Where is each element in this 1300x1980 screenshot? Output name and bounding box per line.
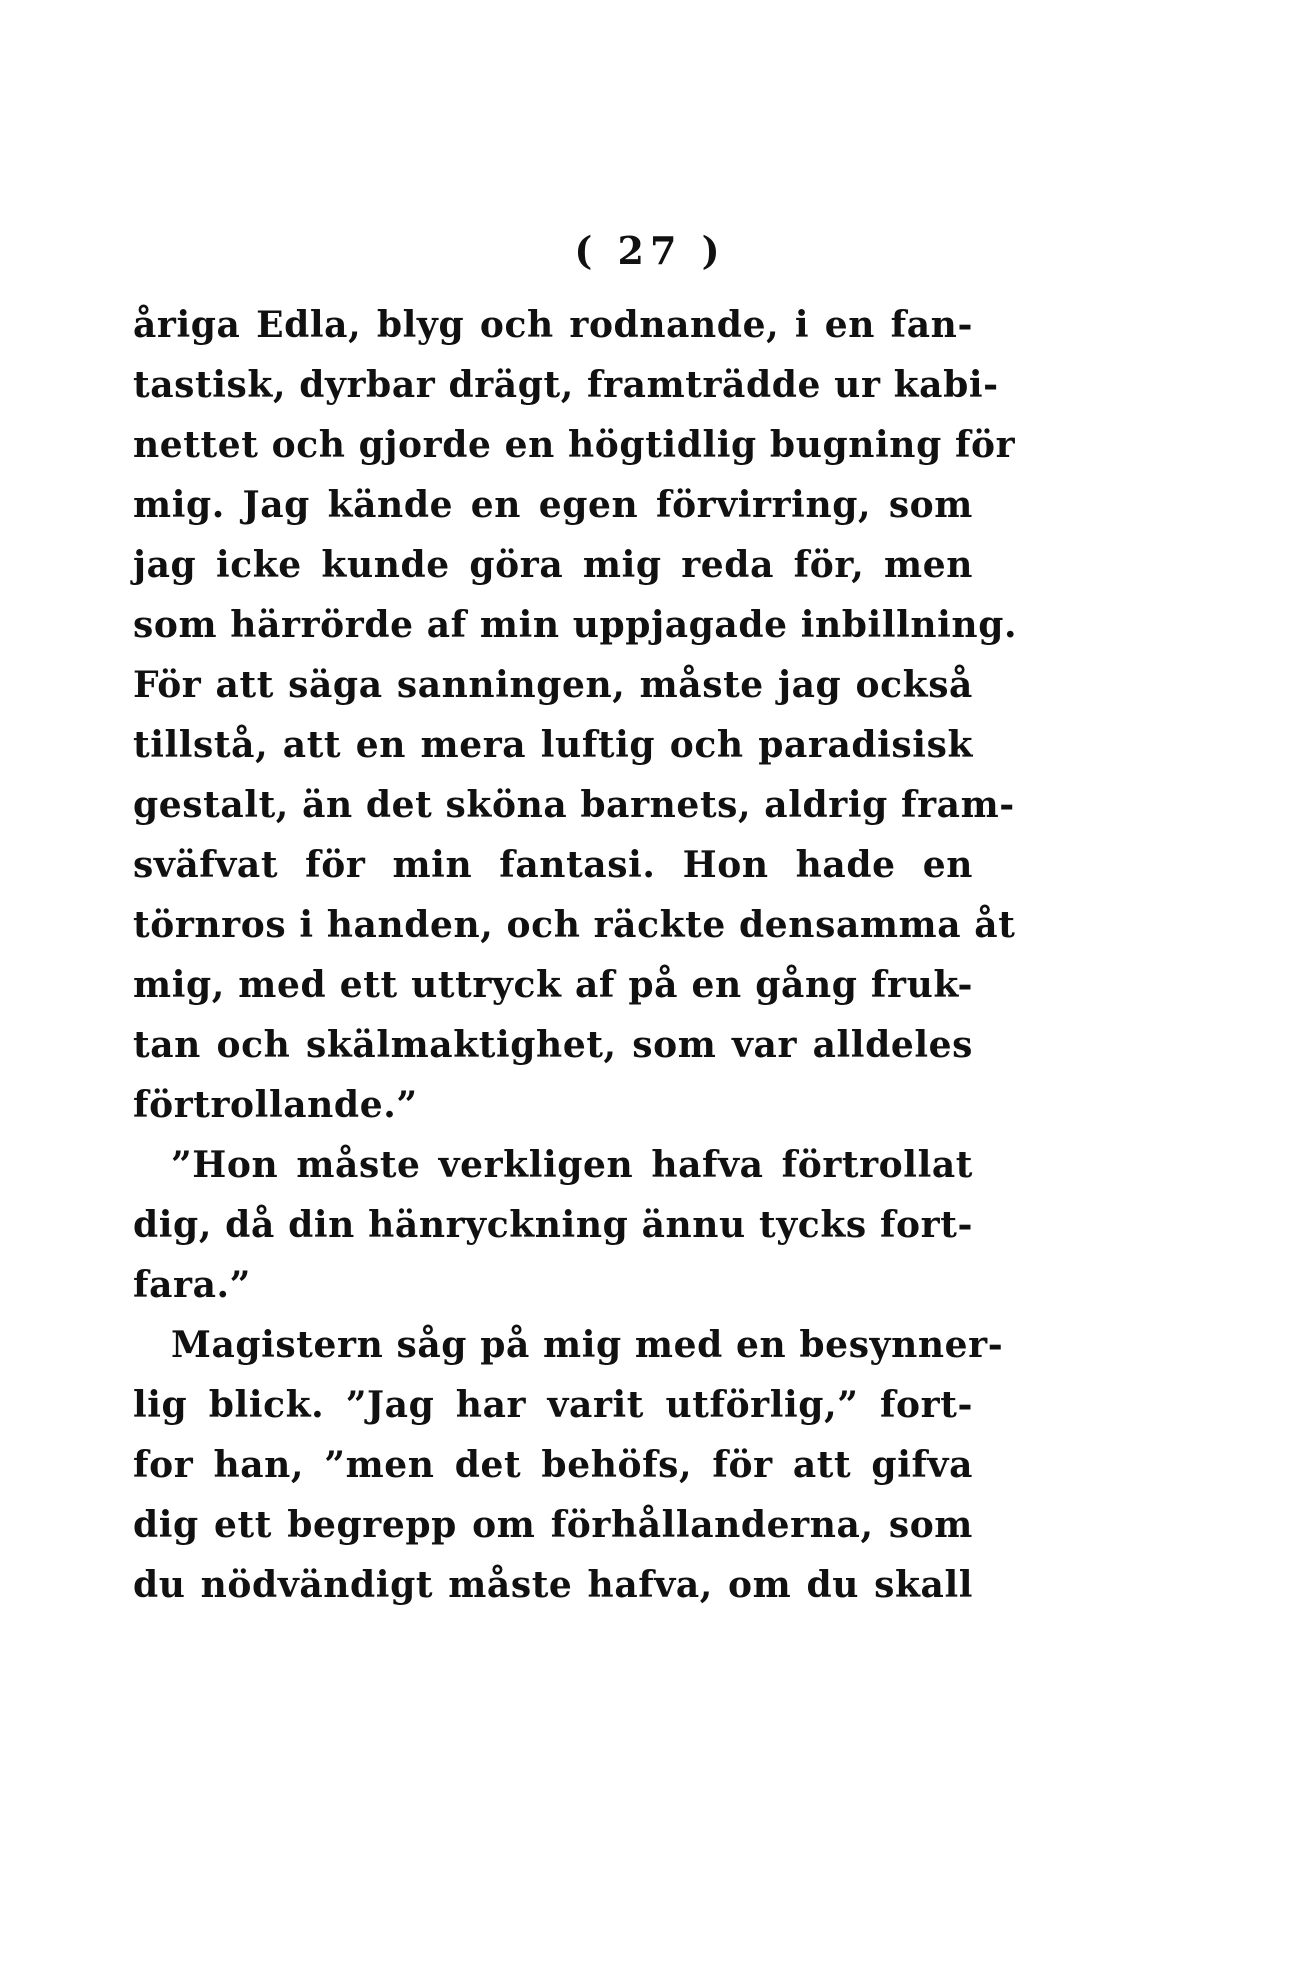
- text-line: tillstå, att en mera luftig och paradisisk: [133, 724, 973, 766]
- text-line: dig, då din hänryckning ännu tycks fort-: [133, 1204, 973, 1246]
- text-line: tastisk, dyrbar drägt, framträdde ur kabi-: [133, 364, 999, 406]
- text-line: Magistern såg på mig med en besynner-: [171, 1324, 1004, 1366]
- text-line: åriga Edla, blyg och rodnande, i en fan-: [133, 304, 973, 346]
- text-line: som härrörde af min uppjagade inbillning.: [133, 604, 1018, 646]
- text-line: for han, ”men det behöfs, för att gifva: [133, 1444, 973, 1486]
- text-line: För att säga sanningen, måste jag också: [133, 664, 973, 706]
- body-text: [133, 295, 1018, 1615]
- text-line: jag icke kunde göra mig reda för, men: [133, 544, 973, 586]
- text-line: dig ett begrepp om förhållanderna, som: [133, 1504, 973, 1546]
- text-line: ”Hon måste verkligen hafva förtrollat: [171, 1144, 973, 1186]
- text-line: förtrollande.”: [133, 1084, 418, 1126]
- text-line: mig. Jag kände en egen förvirring, som: [133, 484, 973, 526]
- text-line: du nödvändigt måste hafva, om du skall: [133, 1564, 973, 1606]
- text-line: tan och skälmaktighet, som var alldeles: [133, 1024, 973, 1066]
- text-line: törnros i handen, och räckte densamma åt: [133, 904, 1016, 946]
- text-line: sväfvat för min fantasi. Hon hade en: [133, 844, 973, 886]
- text-line: lig blick. ”Jag har varit utförlig,” fort-: [133, 1384, 973, 1426]
- text-line: gestalt, än det sköna barnets, aldrig fram-: [133, 784, 1015, 826]
- text-line: fara.”: [133, 1264, 251, 1306]
- page-number: ( 27 ): [574, 228, 726, 273]
- text-line: mig, med ett uttryck af på en gång fruk-: [133, 964, 973, 1006]
- text-line: nettet och gjorde en högtidlig bugning för: [133, 424, 1016, 466]
